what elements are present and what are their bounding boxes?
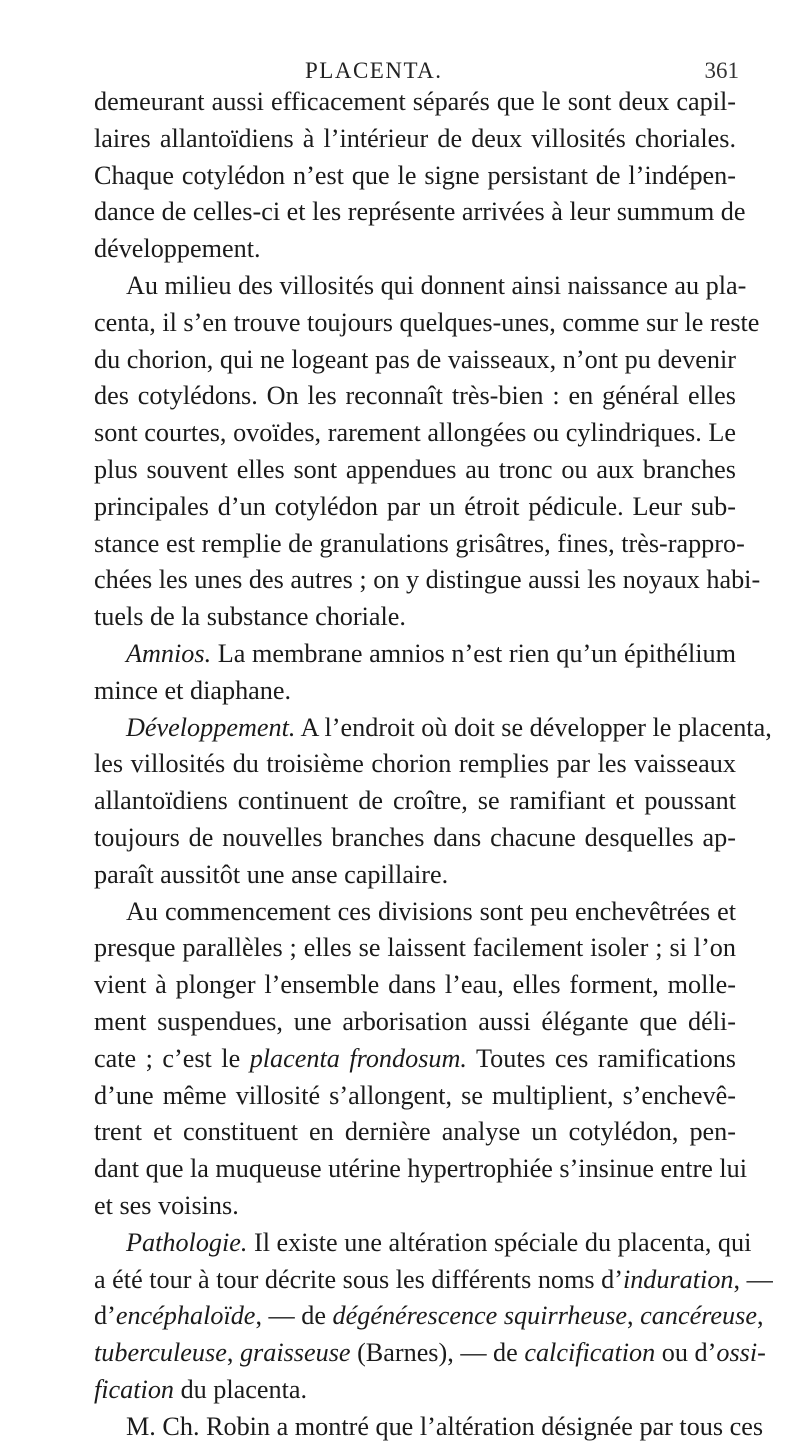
text-segment: développement. — [94, 234, 261, 264]
text-line — [94, 158, 736, 195]
text-line — [94, 526, 745, 563]
running-head-title: PLACENTA. — [305, 58, 443, 83]
text-segment: dant que la muqueuse utérine hypertrophiée s’insinue entre lui — [94, 1154, 748, 1184]
text-segment: tuels de la substance choriale. — [94, 602, 406, 632]
text-segment: , — [627, 1301, 641, 1331]
text-segment: cate ; c’est le — [94, 1043, 250, 1073]
text-line — [94, 1188, 736, 1225]
text-segment: demeurant aussi efficacement séparés que le sont deux capil- — [94, 87, 736, 116]
text-segment: , — [226, 1338, 240, 1368]
text-line — [94, 1078, 736, 1115]
text-segment: presque parallèles ; elles se laissent facilement isoler ; si l’on — [94, 933, 736, 963]
text-segment: des cotylédons. On les reconnaît très-bien : en général elles — [94, 381, 736, 411]
text-segment: trent et constituent en dernière analyse un cotylédon, pen- — [94, 1117, 736, 1147]
text-line — [94, 783, 736, 820]
text-line — [94, 710, 772, 747]
text-line — [94, 562, 761, 599]
text-line — [94, 1262, 773, 1299]
text-segment: les villosités du troisième chorion remplies par les vaisseaux — [94, 749, 736, 779]
text-line — [94, 599, 736, 636]
text-line — [94, 894, 736, 931]
text-segment: et ses voisins. — [94, 1190, 239, 1220]
text-segment: chées les unes des autres ; on y distingue aussi les noyaux habi- — [94, 565, 761, 595]
text-segment: d’une même villosité s’allongent, se multiplient, s’enchevê- — [94, 1080, 736, 1110]
italic-text: placenta frondosum. — [249, 1043, 467, 1073]
body-text — [94, 84, 773, 1445]
text-line — [94, 378, 736, 415]
text-line — [94, 1372, 736, 1409]
text-line — [94, 1004, 736, 1041]
text-segment: paraît aussitôt une anse capillaire. — [94, 859, 449, 889]
text-line — [94, 930, 736, 967]
text-segment: du placenta. — [174, 1374, 308, 1404]
italic-text: graisseuse — [239, 1338, 351, 1368]
italic-text: Pathologie. — [126, 1227, 248, 1257]
text-segment: allantoïdiens continuent de croître, se ramifiant et poussant — [94, 786, 736, 816]
text-segment: principales d’un cotylédon par un étroit pédicule. Leur sub- — [94, 491, 736, 521]
text-line — [94, 194, 746, 231]
text-segment: vient à plonger l’ensemble dans l’eau, elles forment, molle- — [94, 970, 736, 1000]
text-line — [94, 1151, 748, 1188]
text-segment: plus souvent elles sont appendues au tronc ou aux branches — [94, 454, 736, 484]
italic-text: Développement. — [126, 712, 296, 742]
page-number: 361 — [704, 58, 739, 83]
italic-text: calcification — [524, 1338, 656, 1368]
text-segment: Au milieu des villosités qui donnent ainsi naissance au pla- — [126, 270, 747, 300]
text-segment: M. Ch. Robin a montré que l’altération désignée par tous ces — [126, 1411, 764, 1441]
text-line — [94, 967, 736, 1004]
italic-text: encéphaloïde — [115, 1301, 256, 1331]
text-segment: , — — [733, 1264, 773, 1294]
text-line — [94, 342, 736, 379]
italic-text: Amnios. — [126, 638, 212, 668]
text-segment: , — de — [255, 1301, 333, 1331]
text-line — [94, 673, 736, 710]
text-segment: Toutes ces ramifications — [466, 1043, 736, 1073]
text-line — [94, 1335, 766, 1372]
italic-text: induration — [622, 1264, 734, 1294]
text-segment: dance de celles-ci et les représente arrivées à leur summum de — [94, 197, 746, 227]
text-line — [94, 636, 736, 673]
text-line — [94, 746, 736, 783]
text-segment: du chorion, qui ne logeant pas de vaisseaux, n’ont pu devenir — [94, 344, 736, 374]
text-line — [94, 820, 736, 857]
text-line — [94, 1225, 752, 1262]
text-line — [94, 489, 736, 526]
running-head — [190, 58, 800, 86]
text-line — [94, 121, 736, 158]
text-segment: laires allantoïdiens à l’intérieur de deux villosités choriales. — [94, 123, 736, 153]
text-segment: A l’endroit où doit se développer le placenta, — [295, 712, 772, 742]
text-segment: stance est remplie de granulations grisâtres, fines, très-rappro- — [94, 528, 745, 558]
italic-text: tuberculeuse — [94, 1338, 227, 1368]
text-line — [94, 857, 736, 894]
text-segment: toujours de nouvelles branches dans chacune desquelles ap- — [94, 822, 736, 852]
text-line — [94, 1041, 736, 1078]
italic-text: ossi- — [716, 1338, 766, 1368]
text-line — [94, 1409, 764, 1445]
text-segment: Il existe une altération spéciale du placenta, qui — [247, 1227, 752, 1257]
text-segment: La membrane amnios n’est rien qu’un épithélium — [211, 638, 736, 668]
text-line — [94, 305, 760, 342]
text-segment: , — [756, 1301, 764, 1331]
text-line — [94, 452, 736, 489]
text-line — [94, 1298, 764, 1335]
italic-text: cancéreuse — [640, 1301, 757, 1331]
text-line — [94, 231, 736, 268]
text-segment: ment suspendues, une arborisation aussi élégante que déli- — [94, 1006, 736, 1036]
text-segment: mince et diaphane. — [94, 675, 292, 705]
text-segment: (Barnes), — de — [350, 1338, 525, 1368]
text-line — [94, 415, 736, 452]
text-segment: a été tour à tour décrite sous les différents noms d’ — [94, 1264, 623, 1294]
italic-text: dégénérescence squirrheuse — [332, 1301, 628, 1331]
text-segment: centa, il s’en trouve toujours quelques-unes, comme sur le reste — [94, 307, 760, 337]
text-segment: d’ — [94, 1301, 116, 1331]
text-line — [94, 1114, 736, 1151]
text-segment: Au commencement ces divisions sont peu enchevêtrées et — [126, 896, 736, 926]
text-segment: ou d’ — [655, 1338, 717, 1368]
text-line — [94, 84, 736, 121]
text-segment: sont courtes, ovoïdes, rarement allongées ou cylindriques. Le — [94, 418, 736, 448]
italic-text: fication — [94, 1374, 175, 1404]
text-line — [94, 268, 747, 305]
text-segment: Chaque cotylédon n’est que le signe persistant de l’indépen- — [94, 160, 736, 190]
